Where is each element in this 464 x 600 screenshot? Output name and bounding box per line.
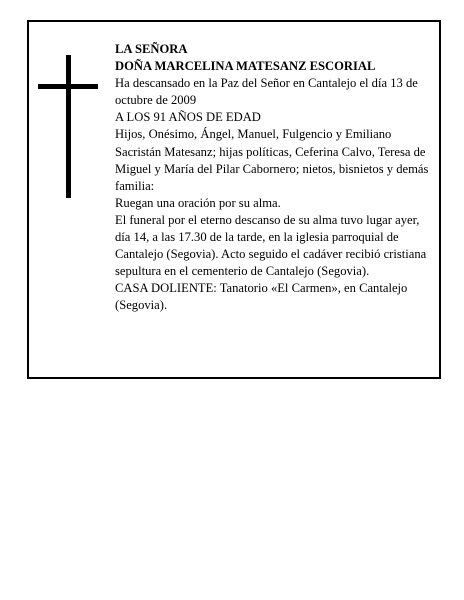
latin-cross-icon [38,55,98,198]
funeral-details: El funeral por el eterno descanso de su alma tuvo lugar ayer, día 14, a las 17.30 de la tarde, en la iglesia parroquial de Cantalejo (Segovia). Acto seguido el cadáver recibió cristiana sepultura en el cementerio de Cantalejo (Segovia). [115,212,427,279]
cross-vertical-bar [66,55,71,198]
cross-horizontal-bar [38,84,98,89]
obituary-notice [27,20,441,379]
deceased-name: DOÑA MARCELINA MATESANZ ESCORIAL [115,59,376,74]
notice-heading: LA SEÑORA [115,42,188,56]
age-statement: A LOS 91 AÑOS DE EDAD [115,110,261,125]
notice-text [115,41,437,315]
prayer-request: Ruegan una oración por su alma. [115,195,281,210]
family-list: Hijos, Onésimo, Ángel, Manuel, Fulgencio y Emiliano Sacristán Matesanz; hijas políticas, Ceferina Calvo, Teresa de Miguel y María del Pilar Cabornero; nietos, bisnietos y demás familia: [115,127,429,193]
rest-statement: Ha descansado en la Paz del Señor en Cantalejo el día 13 de octubre de 2009 [115,76,418,108]
mourning-house: CASA DOLIENTE: Tanatorio «El Carmen», en Cantalejo (Segovia). [115,281,408,313]
